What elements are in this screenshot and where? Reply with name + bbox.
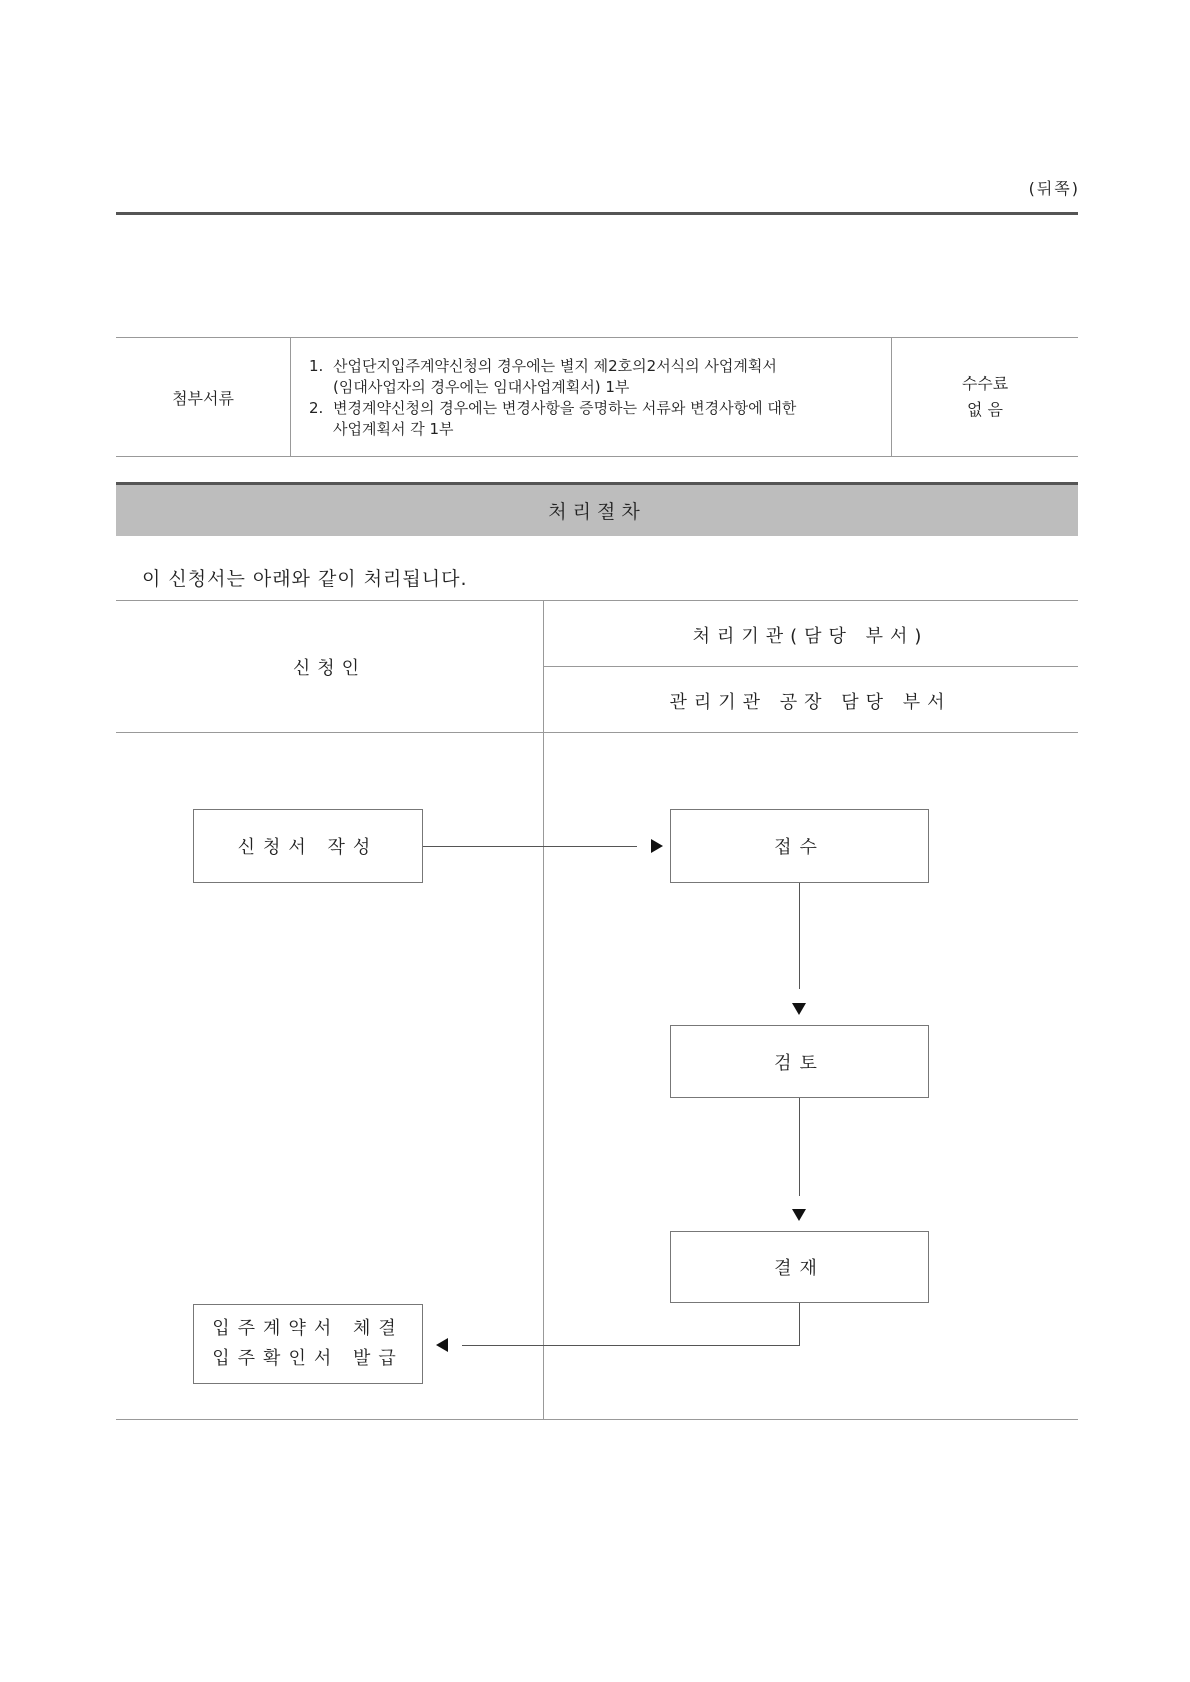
- step-review: [670, 1025, 929, 1098]
- flow-column-divider: [543, 600, 544, 1420]
- attachment-item-number: 1.: [309, 357, 324, 375]
- procedure-intro: 이 신청서는 아래와 같이 처리됩니다.: [142, 568, 468, 590]
- arrow-left-icon: [436, 1338, 448, 1352]
- applicant-header: 신청인: [292, 658, 367, 679]
- attachment-item-2: [309, 398, 796, 419]
- step-label: 검토: [774, 1052, 825, 1074]
- attachment-item-2-cont: [309, 419, 454, 440]
- procedure-title: 처리절차: [548, 501, 646, 523]
- arrow-right-icon: [651, 839, 663, 853]
- attachment-item-text: 사업계획서 각 1부: [333, 420, 454, 438]
- step-label: 신청서 작성: [237, 837, 379, 858]
- flow-top-rule: [116, 600, 1078, 601]
- attachment-item-text: 변경계약신청의 경우에는 변경사항을 증명하는 서류와 변경사항에 대한: [333, 399, 797, 417]
- connector-approve-down: [799, 1303, 800, 1345]
- step-label: 결재: [774, 1258, 825, 1279]
- step-approve: [670, 1231, 929, 1303]
- procedure-title-bar: [116, 482, 1078, 536]
- connector-receive-to-review: [799, 883, 800, 989]
- attachments-table: [116, 337, 1078, 457]
- step-write-application: [193, 809, 423, 883]
- step-label: 입주확인서 발급: [212, 1348, 404, 1369]
- arrow-down-icon: [792, 1003, 806, 1015]
- arrow-down-icon: [792, 1209, 806, 1221]
- attachment-item-text: 산업단지입주계약신청의 경우에는 별지 제2호의2서식의 사업계획서: [333, 357, 777, 375]
- step-final-issue: [193, 1304, 423, 1384]
- connector-review-to-approve: [799, 1098, 800, 1196]
- flow-bottom-rule: [116, 1419, 1078, 1420]
- attachment-item-1: [309, 356, 777, 377]
- connector-approve-to-final: [462, 1345, 800, 1346]
- fee-value: 없 음: [967, 400, 1003, 419]
- top-rule: [116, 212, 1078, 215]
- attachments-list: [291, 338, 892, 456]
- attachments-label: 첨부서류: [116, 338, 291, 456]
- attachment-item-number: 2.: [309, 399, 324, 417]
- attachment-item-text: (임대사업자의 경우에는 임대사업계획서) 1부: [333, 378, 630, 396]
- connector-write-to-receive: [423, 846, 637, 847]
- attachment-item-1-cont: [309, 377, 629, 398]
- fee-label: 수수료: [961, 374, 1009, 393]
- step-label: 입주계약서 체결: [212, 1318, 404, 1339]
- page-side-label: (뒤쪽): [1028, 179, 1080, 198]
- agency-sub-header: 관리기관 공장 담당 부서: [669, 692, 952, 713]
- flow-header-rule: [116, 732, 1078, 733]
- fee-cell: [892, 338, 1078, 456]
- step-receive: [670, 809, 929, 883]
- flow-header-divider: [543, 666, 1078, 667]
- step-label: 접수: [774, 837, 825, 858]
- agency-header: 처리기관(담당 부서): [692, 626, 929, 647]
